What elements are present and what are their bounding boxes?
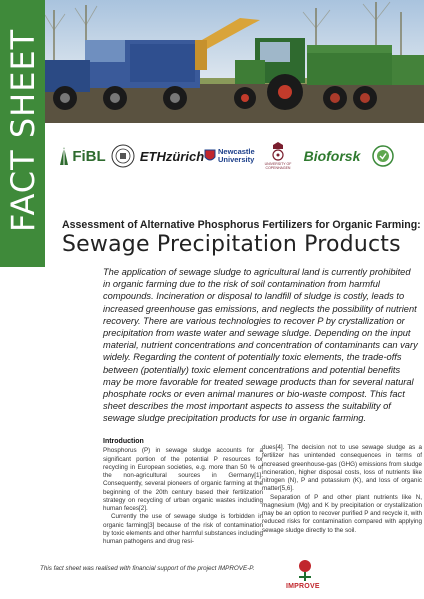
fibl-text: FiBL xyxy=(72,147,106,165)
left-paragraph-1: Phosphorus (P) in sewage sludge accounts for a significant portion of the potential P resources for recycling in European societies, e.g. more than 50 % of the non-agricultural sources in Germany[1]. Consequently, several pioneers of organic farming at the beginning of the 20th century based their fertilization strategy on recycling of urban organic wastes including human feces[2]. xyxy=(103,447,263,512)
newcastle-text-line2: University xyxy=(218,155,255,164)
newcastle-text-line1: Newcastle xyxy=(218,147,255,156)
header-photo xyxy=(45,0,424,123)
improve-logo-text: IMPROVE xyxy=(286,583,320,590)
bioforsk-logo xyxy=(302,137,362,175)
fibl-logo xyxy=(58,137,106,175)
body-column-right xyxy=(262,444,422,535)
body-column-left xyxy=(103,438,263,546)
eth-logo xyxy=(139,137,205,175)
abstract: The application of sewage sludge to agricultural land is currently prohibited in organic farming due to the risk of soil contamination from harmful compounds. Incineration or disposal to landfill of sludge is costly, leads to increased greenhouse gas emissions, and neglects the possibility of nutrient recovery. There are various technologies to recover P by crystallization or precipitation from waste water and sewage sludge. Depending on the input material, nutrient concentrations and concentration of contaminants can vary widely. Regarding the content of potentially toxic elements, the trade-offs between (potentially) toxic element concentrations and potential benefits may be more favorable for treated sewage products than for several natural phosphate rocks or even animal manures or bio-waste compost. This fact sheet describes the most important aspects to assess the suitability of sewage sludge precipitation products for use in organic farming. xyxy=(103,267,418,424)
right-paragraph-1: dues[4]. The decision not to use sewage sludge as a fertilizer has unintended consequences in terms of increased greenhouse-gas (GHG) emissions from sludge incineration, higher disposal costs, loss of nutrients like nitrogen (N), P and potassium (K), and loss of organic matter[5,6]. xyxy=(262,444,422,493)
university-seal-icon xyxy=(111,144,135,168)
funding-note: This fact sheet was realised with financial support of the project IMPROVE-P. xyxy=(40,565,255,572)
newcastle-logo xyxy=(204,137,256,175)
fibl-leaf-icon xyxy=(58,145,70,167)
copenhagen-text: UNIVERSITY OF COPENHAGEN xyxy=(264,162,292,170)
page-title: Sewage Precipitation Products xyxy=(62,232,401,257)
eth-text: ETHzürich xyxy=(139,148,205,164)
newcastle-shield-icon xyxy=(204,149,216,163)
right-paragraph-2: Separation of P and other plant nutrients like N, magnesium (Mg) and K by precipitation or crystallization may be an option to recover purified P and recycle it, with reduced risks for contamination compared with applying sewage sludge directly to the soil. xyxy=(262,493,422,534)
left-paragraph-2: Currently the use of sewage sludge is forbidden in organic farming[3] because of the risk of contamination by toxic elements and other harmful substances including human pathogens and drug resi- xyxy=(103,513,263,545)
copenhagen-crown-icon xyxy=(270,142,286,162)
seal-logo xyxy=(110,137,136,175)
fact-sheet-label: FACT SHEET xyxy=(4,28,42,232)
organic-seal-logo xyxy=(370,137,396,175)
organic-seal-icon xyxy=(372,145,394,167)
bioforsk-text: Bioforsk xyxy=(303,148,361,164)
partner-logos xyxy=(58,137,418,175)
introduction-heading: Introduction xyxy=(103,438,144,445)
copenhagen-logo xyxy=(260,137,296,175)
subtitle: Assessment of Alternative Phosphorus Fertilizers for Organic Farming: xyxy=(62,219,421,231)
